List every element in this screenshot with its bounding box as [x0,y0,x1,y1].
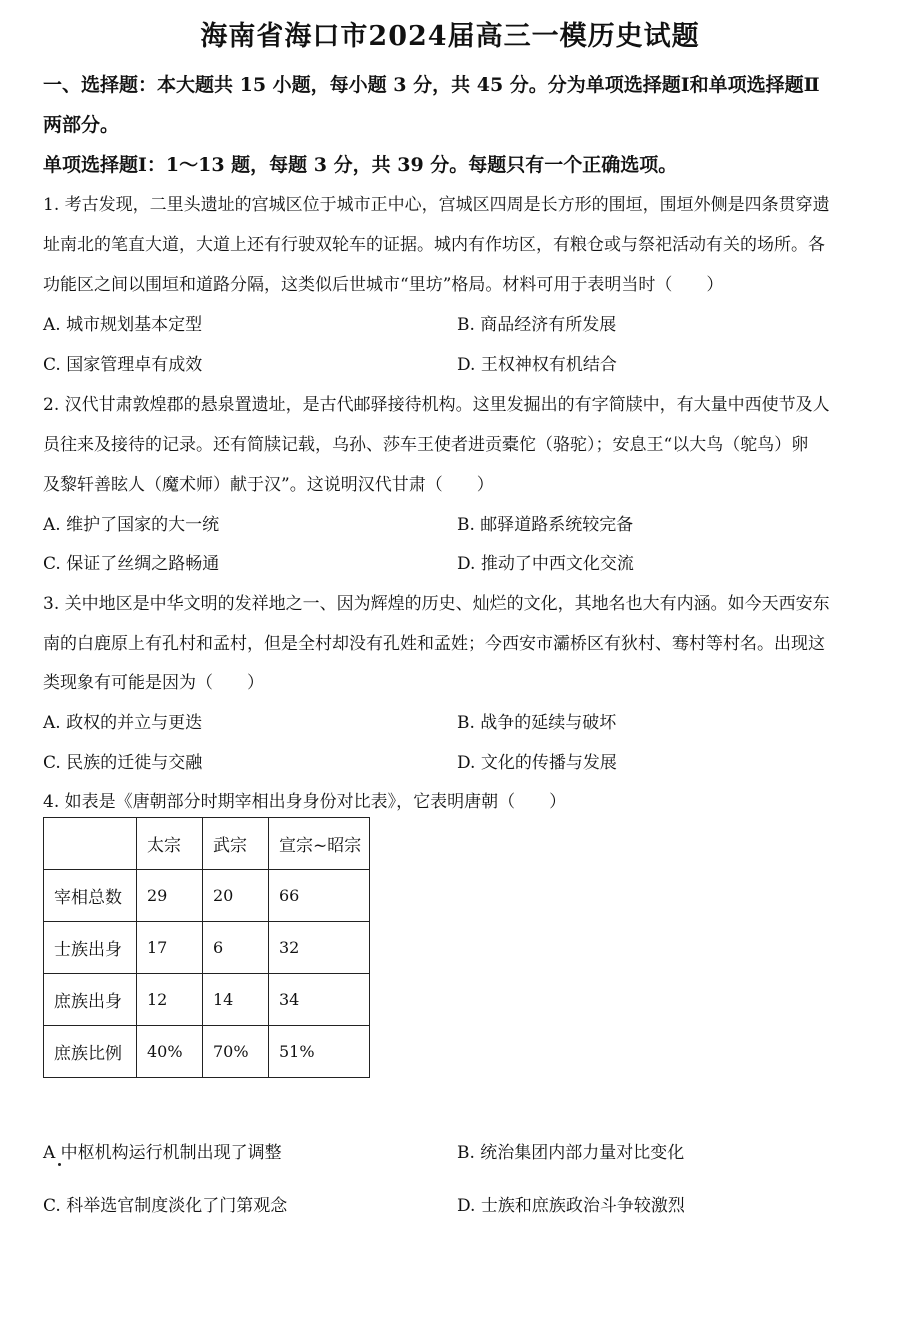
q2-line3: 及黎轩善眩人（魔术师）献于汉”。这说明汉代甘肃（ ） [43,475,494,495]
section-heading-line2: 两部分。 [43,114,120,136]
table-cell: 66 [269,870,370,922]
q1-option-c[interactable]: C. 国家管理卓有成效 [43,355,203,375]
q4-option-c[interactable]: C. 科举选官制度淡化了门第观念 [43,1196,288,1216]
q2-line2: 员往来及接待的记录。还有简牍记载，乌孙、莎车王使者进贡橐佗（骆驼）；安息王“以大鸟（鸵鸟）卵 [43,435,809,455]
q2-option-a[interactable]: A. 维护了国家的大一统 [43,515,220,535]
table-row-label: 士族出身 [44,922,137,974]
q3-option-c[interactable]: C. 民族的迁徙与交融 [43,753,203,773]
q3-option-d[interactable]: D. 文化的传播与发展 [457,753,617,773]
table-header-cell: 宣宗~昭宗 [269,818,370,870]
table-row [44,1026,370,1078]
table-cell: 51% [269,1026,370,1078]
table-header-row [44,818,370,870]
table-cell: 32 [269,922,370,974]
table-row-label: 庶族出身 [44,974,137,1026]
q2-option-c[interactable]: C. 保证了丝绸之路畅通 [43,554,220,574]
table-row-label: 庶族比例 [44,1026,137,1078]
table-cell: 14 [203,974,269,1026]
table-row [44,870,370,922]
q2-line1: 2. 汉代甘肃敦煌郡的悬泉置遗址，是古代邮驿接待机构。这里发掘出的有字简牍中，有大量中西使节及人 [43,395,830,415]
table-cell: 17 [137,922,203,974]
section-heading-line1: 一、选择题：本大题共 15 小题，每小题 3 分，共 45 分。分为单项选择题Ⅰ和单项选择题Ⅱ [43,74,820,96]
q3-option-b[interactable]: B. 战争的延续与破坏 [457,713,617,733]
sub-heading: 单项选择题Ⅰ：1～13 题，每题 3 分，共 39 分。每题只有一个正确选项。 [43,154,678,176]
table-cell: 12 [137,974,203,1026]
q3-line2: 南的白鹿原上有孔村和孟村，但是全村却没有孔姓和孟姓；今西安市灞桥区有狄村、骞村等村名。出现这 [43,634,825,654]
q1-option-a[interactable]: A. 城市规划基本定型 [43,315,203,335]
table-header-cell: 武宗 [203,818,269,870]
q3-line1: 3. 关中地区是中华文明的发祥地之一、因为辉煌的历史、灿烂的文化，其地名也大有内涵。如今天西安东 [43,594,830,614]
q4-option-d[interactable]: D. 士族和庶族政治斗争较激烈 [457,1196,685,1216]
table-cell: 40% [137,1026,203,1078]
q3-option-a[interactable]: A. 政权的并立与更迭 [43,713,203,733]
q1-option-d[interactable]: D. 王权神权有机结合 [457,355,617,375]
q4-line1: 4. 如表是《唐朝部分时期宰相出身身份对比表》，它表明唐朝（ ） [43,792,567,812]
stray-dot-mark [58,1163,61,1166]
q3-line3: 类现象有可能是因为（ ） [43,673,264,693]
table-header-cell [44,818,137,870]
table-header-cell: 太宗 [137,818,203,870]
table-cell: 29 [137,870,203,922]
table-cell: 34 [269,974,370,1026]
q1-line2: 址南北的笔直大道，大道上还有行驶双轮车的证据。城内有作坊区，有粮仓或与祭祀活动有关的场所。各 [43,235,825,255]
q1-option-b[interactable]: B. 商品经济有所发展 [457,315,617,335]
table-row-label: 宰相总数 [44,870,137,922]
table-cell: 20 [203,870,269,922]
table-cell: 6 [203,922,269,974]
q1-line1: 1. 考古发现，二里头遗址的宫城区位于城市正中心，宫城区四周是长方形的围垣，围垣外侧是四条贯穿遗 [43,195,830,215]
chancellor-origin-table [43,817,370,1078]
q4-option-a[interactable]: A 中枢机构运行机制出现了调整 [43,1143,282,1163]
table-row [44,974,370,1026]
table-cell: 70% [203,1026,269,1078]
q4-option-b[interactable]: B. 统治集团内部力量对比变化 [457,1143,685,1163]
q1-line3: 功能区之间以围垣和道路分隔，这类似后世城市“里坊”格局。材料可用于表明当时（ ） [43,275,724,295]
q2-option-d[interactable]: D. 推动了中西文化交流 [457,554,634,574]
table-row [44,922,370,974]
page-title: 海南省海口市2024届高三一模历史试题 [200,21,700,52]
q2-option-b[interactable]: B. 邮驿道路系统较完备 [457,515,634,535]
